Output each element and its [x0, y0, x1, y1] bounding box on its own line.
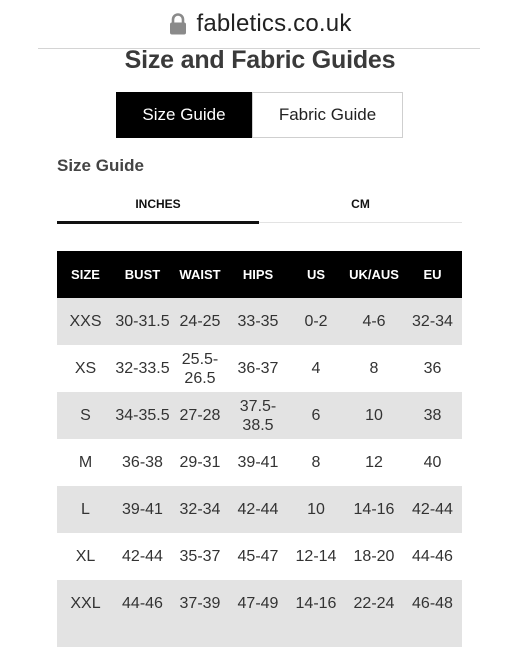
table-cell: XXL — [70, 595, 101, 612]
table-cell: 44-46 — [122, 595, 163, 612]
table-cell: 32-33.5 — [115, 360, 170, 377]
table-cell: 32-34 — [179, 501, 221, 518]
tab-inches[interactable]: INCHES — [135, 197, 181, 211]
table-cell: 8 — [369, 360, 379, 377]
table-cell: S — [80, 407, 91, 424]
table-row — [57, 392, 462, 439]
table-cell: L — [81, 501, 90, 518]
table-cell: 18-20 — [353, 548, 395, 565]
column-header: UK/AUS — [349, 267, 399, 282]
table-cell: 27-28 — [179, 407, 221, 424]
table-row — [57, 486, 462, 533]
table-cell: 29-31 — [179, 454, 221, 471]
tab-divider — [259, 222, 462, 223]
table-cell: 30-31.5 — [115, 313, 170, 330]
table-cell: XL — [75, 548, 96, 565]
active-tab-indicator — [57, 221, 259, 224]
table-cell: 10 — [365, 407, 383, 424]
table-cell: 36-38 — [122, 454, 163, 471]
table-cell: 47-49 — [237, 595, 279, 612]
table-cell: 33-35 — [237, 313, 279, 330]
url-text: fabletics.co.uk — [196, 10, 352, 37]
table-row — [57, 533, 462, 580]
section-heading: Size Guide — [57, 156, 144, 175]
table-cell: 25.5-26.5 — [181, 350, 219, 387]
table-cell: 45-47 — [237, 548, 279, 565]
table-cell: 4-6 — [362, 313, 386, 330]
lock-icon — [168, 13, 188, 35]
tab-cm[interactable]: CM — [351, 197, 370, 211]
address-bar[interactable] — [0, 0, 520, 48]
table-cell: 37-39 — [179, 595, 221, 612]
size-table — [57, 251, 462, 647]
column-header: SIZE — [71, 267, 100, 282]
table-cell: M — [78, 454, 93, 471]
table-cell: 40 — [423, 454, 442, 471]
page-title: Size and Fabric Guides — [124, 46, 396, 74]
column-header: BUST — [124, 267, 161, 282]
tab-fabric-guide[interactable]: Fabric Guide — [252, 92, 403, 138]
table-cell: 35-37 — [179, 548, 221, 565]
table-cell: 12 — [365, 454, 383, 471]
table-cell: 39-41 — [237, 454, 279, 471]
table-cell: 24-25 — [179, 313, 221, 330]
table-cell: XS — [74, 360, 97, 377]
table-cell: 14-16 — [353, 501, 395, 518]
table-cell: 8 — [311, 454, 321, 471]
column-header: HIPS — [242, 267, 274, 282]
tab-size-guide[interactable]: Size Guide — [116, 92, 252, 138]
table-cell: 10 — [307, 501, 325, 518]
table-cell: 12-14 — [295, 548, 337, 565]
table-cell: 37.5-38.5 — [239, 397, 277, 434]
table-cell: 44-46 — [412, 548, 453, 565]
table-cell: XXS — [69, 313, 102, 330]
table-row — [57, 580, 462, 627]
table-cell: 42-44 — [237, 501, 279, 518]
table-cell: 32-34 — [412, 313, 453, 330]
table-cell: 39-41 — [122, 501, 163, 518]
table-header-row — [57, 251, 462, 298]
table-cell: 36-37 — [237, 360, 279, 377]
table-cell: 14-16 — [295, 595, 337, 612]
table-cell: 46-48 — [412, 595, 453, 612]
table-cell: 36 — [423, 360, 442, 377]
table-cell: 0-2 — [304, 313, 328, 330]
column-header: EU — [423, 267, 442, 282]
table-cell: 34-35.5 — [115, 407, 170, 424]
table-cell: 38 — [423, 407, 442, 424]
table-cell: 22-24 — [353, 595, 395, 612]
table-row — [57, 298, 462, 345]
table-cell: 4 — [311, 360, 321, 377]
table-cell: 42-44 — [412, 501, 453, 518]
table-row — [57, 345, 462, 392]
table-row — [57, 439, 462, 486]
table-cell: 42-44 — [122, 548, 163, 565]
table-row-partial — [57, 627, 462, 647]
column-header: US — [306, 267, 326, 282]
column-header: WAIST — [179, 267, 221, 282]
table-cell: 6 — [311, 407, 321, 424]
